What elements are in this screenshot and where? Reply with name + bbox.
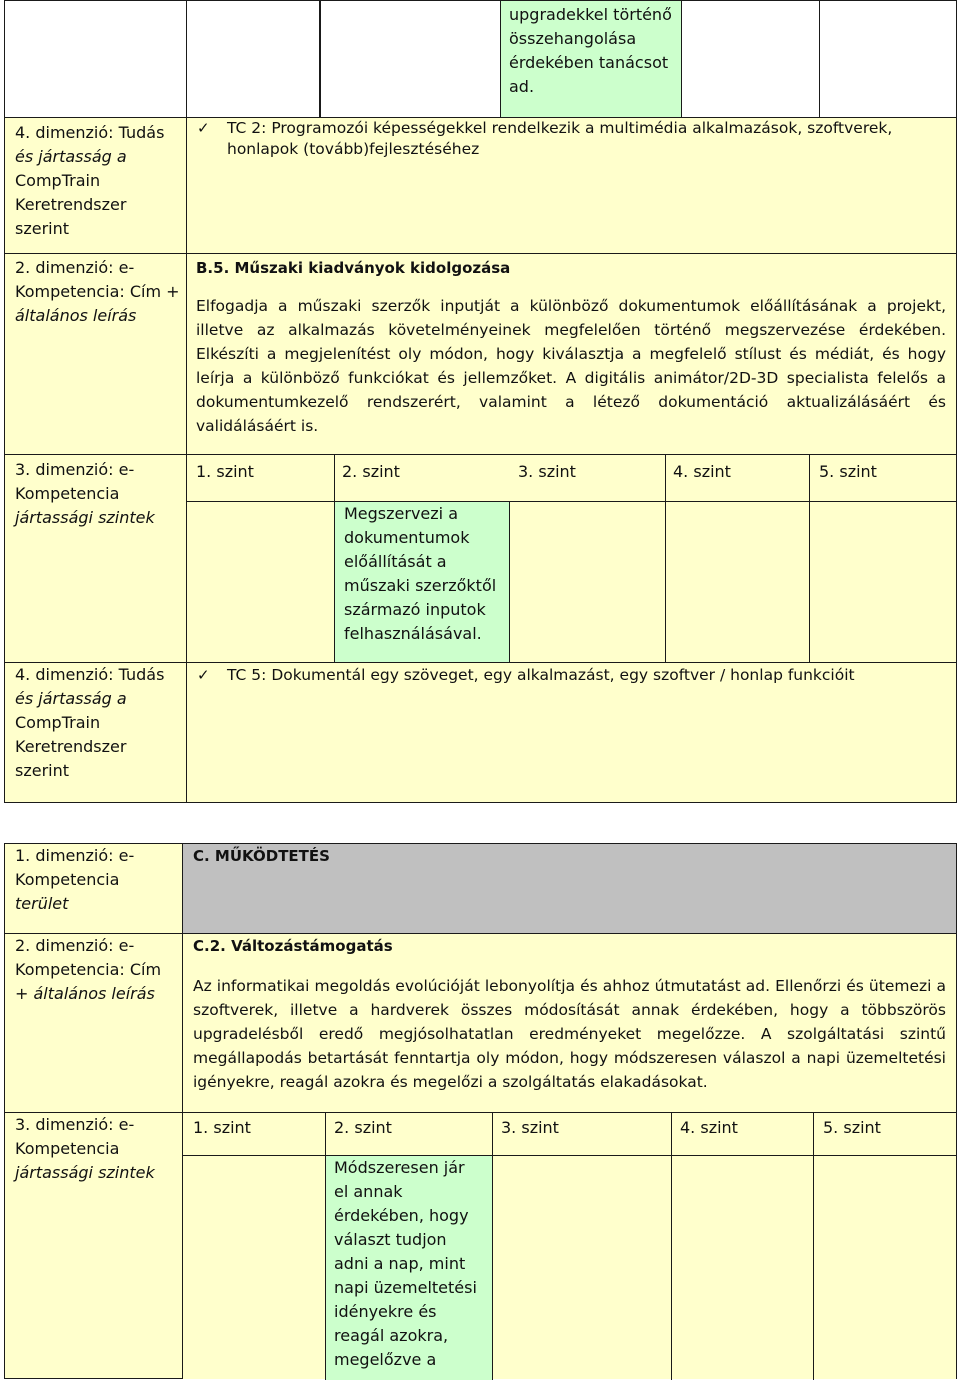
label-line: CompTrain [15, 171, 101, 190]
level-divider [334, 454, 335, 502]
level-divider [813, 1112, 814, 1380]
text-line: érdekében tanácsot [509, 53, 669, 72]
label-line: Kompetencia: Cím [15, 960, 162, 979]
text-line: Módszeresen jár [334, 1158, 465, 1177]
level-label: 5. szint [819, 462, 877, 481]
level-label: 5. szint [823, 1118, 881, 1137]
b5-title: B.5. Műszaki kiadványok kidolgozása [196, 259, 511, 277]
label-line: jártassági szintek [15, 1163, 155, 1182]
level-label: 1. szint [193, 1118, 251, 1137]
top-left-cell [4, 0, 187, 118]
level-label: 3. szint [518, 462, 576, 481]
label-line: 4. dimenzió: Tudás [15, 123, 165, 142]
level-divider [509, 501, 510, 664]
label-line: Keretrendszer [15, 195, 127, 214]
label-line: szerint [15, 761, 70, 780]
top-col6-cell [681, 0, 820, 118]
text-line: napi üzemeltetési [334, 1278, 477, 1297]
b5-description: Elfogadja a műszaki szerzők inputját a különböző dokumentumok előállításának a projekt, illetve az alkalmazás követelményeinek megfelelően történő megszervezése érdekében. Elkészíti a megjelenítést oly módon, hogy kiválasztja a megfelelő stílust és médiát, és hogy leírja a különböző funkciókat és jellemzőket. A digitális animátor/2D-3D specialista felelős a dokumentumkezelő rendszerért, valamint a létező dokumentáció aktualizálásáért és validálásáért is. [196, 297, 946, 435]
text-line: felhasználásával. [344, 624, 482, 643]
top-col5-cell [320, 0, 501, 118]
label-line: Kompetencia: Cím + [15, 282, 180, 301]
text-line: származó inputok [344, 600, 486, 619]
label-line: 3. dimenzió: e- [15, 460, 135, 479]
text-line: érdekében, hogy [334, 1206, 469, 1225]
top-col2-cell [186, 0, 320, 118]
label-line: 2. dimenzió: e- [15, 936, 135, 955]
levels-cell [182, 1112, 957, 1379]
level-2-description [334, 1156, 477, 1372]
section-title: C. MŰKÖDTETÉS [193, 847, 330, 865]
level-label: 1. szint [196, 462, 254, 481]
level-2-description [344, 502, 496, 646]
text-line: Megszervezi a [344, 504, 459, 523]
b5-cell [186, 253, 957, 455]
check-icon: ✓ [197, 119, 210, 137]
level-label: 4. szint [680, 1118, 738, 1137]
label-line: Kompetencia [15, 1139, 120, 1158]
text-line: műszaki szerzőktől [344, 576, 497, 595]
tc5-text: TC 5: Dokumentál egy szöveget, egy alkalmazást, egy szoftver / honlap funkcióit [227, 666, 855, 684]
c2-title: C.2. Változástámogatás [193, 937, 393, 955]
level-divider [809, 454, 810, 664]
dimension-3-label [4, 1112, 183, 1379]
label-line: és jártasság a [15, 147, 127, 166]
level-divider [492, 1112, 493, 1380]
text-line: dokumentumok [344, 528, 470, 547]
text-line: el annak [334, 1182, 403, 1201]
text-line: összehangolása [509, 29, 637, 48]
tc5-cell [186, 662, 957, 803]
dimension-2-label [4, 253, 187, 455]
dimension-2-label [4, 933, 183, 1113]
level-label: 2. szint [334, 1118, 392, 1137]
label-line: 2. dimenzió: e- [15, 258, 135, 277]
label-line: jártassági szintek [15, 508, 155, 527]
dimension-3-label [4, 454, 187, 663]
label-line: + általános leírás [15, 984, 155, 1003]
tc2-text: TC 2: Programozói képességekkel rendelkezik a multimédia alkalmazások, szoftverek, honlapok (tovább)fejlesztéséhez [227, 119, 893, 158]
label-line: általános leírás [15, 306, 137, 325]
label-line: szerint [15, 219, 70, 238]
level-divider [325, 1112, 326, 1156]
label-line: 4. dimenzió: Tudás [15, 665, 165, 684]
level-divider [671, 1112, 672, 1380]
label-line: 1. dimenzió: e- [15, 846, 135, 865]
top-col7-cell [819, 0, 957, 118]
label-line: terület [15, 894, 69, 913]
text-line: megelőzve a [334, 1350, 437, 1369]
label-line: Kompetencia [15, 870, 120, 889]
text-line: idényekre és [334, 1302, 437, 1321]
text-line: előállítását a [344, 552, 447, 571]
dimension-4-label [4, 662, 187, 803]
tc2-item [187, 118, 956, 160]
label-line: Keretrendszer [15, 737, 127, 756]
text-line: választ tudjon [334, 1230, 447, 1249]
levels-cell [186, 454, 957, 663]
check-icon: ✓ [197, 666, 210, 684]
section-title-cell [182, 843, 957, 934]
label-line: 3. dimenzió: e- [15, 1115, 135, 1134]
text-line: ad. [509, 77, 535, 96]
text-line: adni a nap, mint [334, 1254, 466, 1273]
dimension-4-label [4, 117, 187, 254]
top-level-green-cell [500, 0, 682, 118]
dimension-1-label [4, 843, 183, 934]
tc2-cell [186, 117, 957, 254]
label-line: Kompetencia [15, 484, 120, 503]
level-label: 3. szint [501, 1118, 559, 1137]
c2-description: Az informatikai megoldás evolúcióját lebonyolítja és ahhoz útmutatást ad. Ellenőrzi és ütemezi a szoftverek, illetve a hardverek összes módosítását annak érdekében, hogy a többszörös upgradelésből eredő megjósolhatatlan eredményeket megelőzze. A szolgáltatási szintű megállapodás betartását fenntartja oly módon, hogy módszeresen válaszol a napi üzemeltetési igényekre, reagál azokra és megelőzi a szolgáltatás elakadásokat. [193, 977, 946, 1091]
level-label: 4. szint [673, 462, 731, 481]
text-line: upgradekkel történő [509, 5, 672, 24]
label-line: CompTrain [15, 713, 101, 732]
c2-cell [182, 933, 957, 1113]
level-divider [665, 454, 666, 664]
tc5-item [187, 665, 956, 686]
level-label: 2. szint [342, 462, 400, 481]
text-line: reagál azokra, [334, 1326, 449, 1345]
label-line: és jártasság a [15, 689, 127, 708]
